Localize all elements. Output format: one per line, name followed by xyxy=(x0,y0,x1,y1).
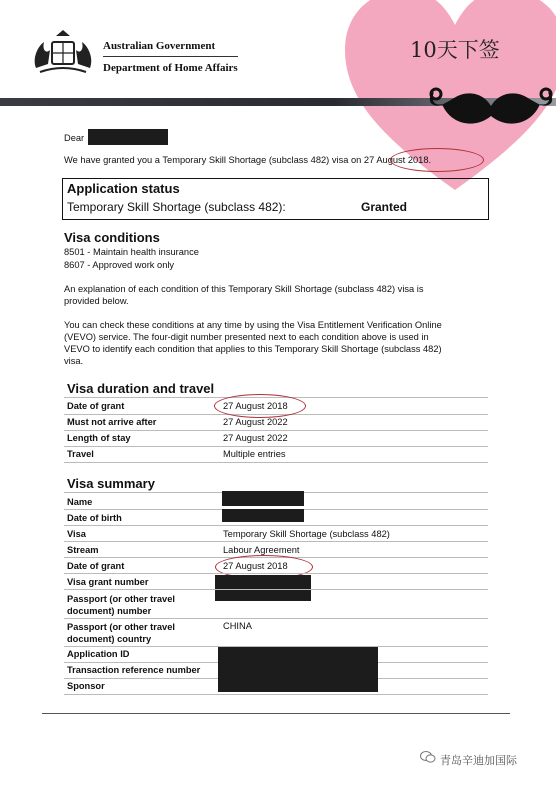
divider xyxy=(64,462,488,463)
highlight-circle xyxy=(214,394,306,418)
duration-value: 27 August 2018 xyxy=(223,401,288,411)
duration-label: Must not arrive after xyxy=(67,417,157,427)
redacted-grant-number xyxy=(215,575,311,601)
summary-label: Name xyxy=(67,497,93,507)
status-result: Granted xyxy=(361,200,408,214)
label-line: document) number xyxy=(67,606,152,616)
visa-summary-title: Visa summary xyxy=(67,476,155,491)
grant-intro-date: 27 August 2018. xyxy=(363,155,432,165)
summary-label: Date of grant xyxy=(67,561,125,571)
divider xyxy=(64,446,488,447)
footer-line xyxy=(42,713,510,714)
paragraph-line: (VEVO) service. The four-digit number presented next to each condition above is used in xyxy=(64,332,429,342)
visa-duration-title: Visa duration and travel xyxy=(67,381,215,396)
condition-item: 8607 - Approved work only xyxy=(64,260,175,270)
redacted-name xyxy=(88,129,168,145)
divider xyxy=(64,573,488,574)
status-visa: Temporary Skill Shortage (subclass 482): xyxy=(67,200,286,214)
summary-label: Transaction reference number xyxy=(67,665,201,675)
redacted-application-details xyxy=(218,647,378,692)
duration-value: Multiple entries xyxy=(223,449,286,459)
divider xyxy=(64,618,488,619)
duration-label: Travel xyxy=(67,449,94,459)
handwritten-stamp-text: 10天下签 xyxy=(410,38,500,62)
grant-intro-text: We have granted you a Temporary Skill Shortage (subclass 482) visa on xyxy=(64,155,364,165)
summary-value: CHINA xyxy=(223,621,252,631)
duration-value: 27 August 2022 xyxy=(223,417,288,427)
summary-label: Sponsor xyxy=(67,681,105,691)
duration-label: Length of stay xyxy=(67,433,131,443)
divider xyxy=(64,694,488,695)
department-name: Department of Home Affairs xyxy=(103,62,238,74)
condition-item: 8501 - Maintain health insurance xyxy=(64,247,199,257)
label-line: Passport (or other travel xyxy=(67,622,175,632)
summary-value: Labour Agreement xyxy=(223,545,300,555)
paragraph-line: VEVO to identify each condition that applies to this Temporary Skill Shortage (subclass 482) xyxy=(64,344,442,354)
summary-label: Application ID xyxy=(67,649,130,659)
mustache-icon xyxy=(428,84,554,140)
paragraph-line: You can check these conditions at any time by using the Visa Entitlement Verification Online xyxy=(64,320,442,330)
watermark-text: 青岛辛迪加国际 xyxy=(440,754,517,767)
government-name: Australian Government xyxy=(103,40,216,52)
paragraph-line: An explanation of each condition of this Temporary Skill Shortage (subclass 482) visa is xyxy=(64,284,424,294)
summary-label: Date of birth xyxy=(67,513,122,523)
summary-label-multiline xyxy=(67,621,175,645)
visa-conditions-title: Visa conditions xyxy=(64,230,160,245)
wechat-icon xyxy=(420,750,436,764)
label-line: document) country xyxy=(67,634,152,644)
paragraph-line: provided below. xyxy=(64,296,129,306)
label-line: Passport (or other travel xyxy=(67,594,175,604)
divider xyxy=(64,430,488,431)
coat-of-arms-icon xyxy=(30,28,96,76)
summary-label-multiline xyxy=(67,593,175,617)
divider xyxy=(64,541,488,542)
conditions-paragraph-2 xyxy=(64,319,442,367)
application-status-title: Application status xyxy=(67,181,180,196)
summary-value: 27 August 2018 xyxy=(223,561,288,571)
redacted-name xyxy=(222,491,304,506)
highlight-circle xyxy=(390,148,484,172)
paragraph-line: visa. xyxy=(64,356,84,366)
summary-label: Visa xyxy=(67,529,86,539)
redacted-dob xyxy=(222,509,304,522)
grant-intro xyxy=(64,154,431,166)
duration-label: Date of grant xyxy=(67,401,125,411)
summary-label: Stream xyxy=(67,545,99,555)
duration-value: 27 August 2022 xyxy=(223,433,288,443)
header-divider xyxy=(103,56,238,57)
summary-label: Visa grant number xyxy=(67,577,149,587)
summary-value: Temporary Skill Shortage (subclass 482) xyxy=(223,529,390,539)
conditions-paragraph-1 xyxy=(64,283,424,307)
divider xyxy=(64,525,488,526)
divider xyxy=(64,589,488,590)
salutation: Dear xyxy=(64,133,85,143)
